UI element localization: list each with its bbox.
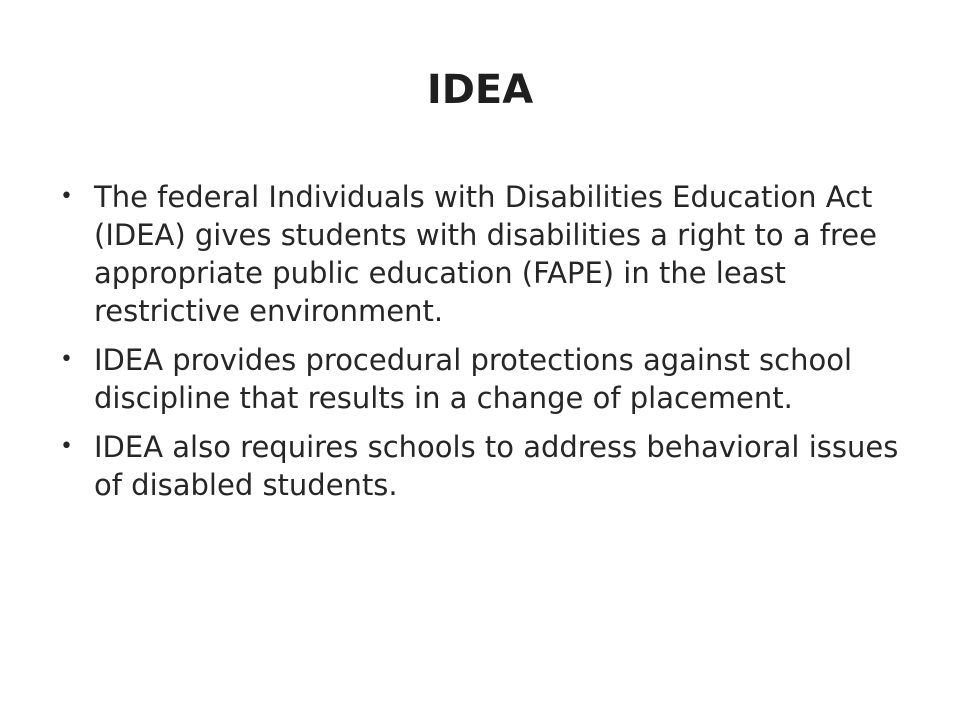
- bullet-text: IDEA provides procedural protections against school discipline that results in a change of placement.: [94, 343, 853, 415]
- bullet-list: [56, 178, 906, 515]
- slide-title: IDEA: [426, 67, 534, 113]
- bullet-dot-icon: •: [60, 184, 73, 209]
- bullet-text: The federal Individuals with Disabilities Education Act (IDEA) gives students with disabilities a right to a free appropriate public education (FAPE) in the least restrictive environment.: [94, 180, 877, 328]
- bullet-item: [56, 178, 906, 330]
- bullet-item: [56, 341, 906, 417]
- bullet-text: IDEA also requires schools to address behavioral issues of disabled students.: [94, 430, 899, 502]
- bullet-dot-icon: •: [60, 347, 73, 372]
- bullet-item: [56, 428, 906, 504]
- bullet-dot-icon: •: [60, 434, 73, 459]
